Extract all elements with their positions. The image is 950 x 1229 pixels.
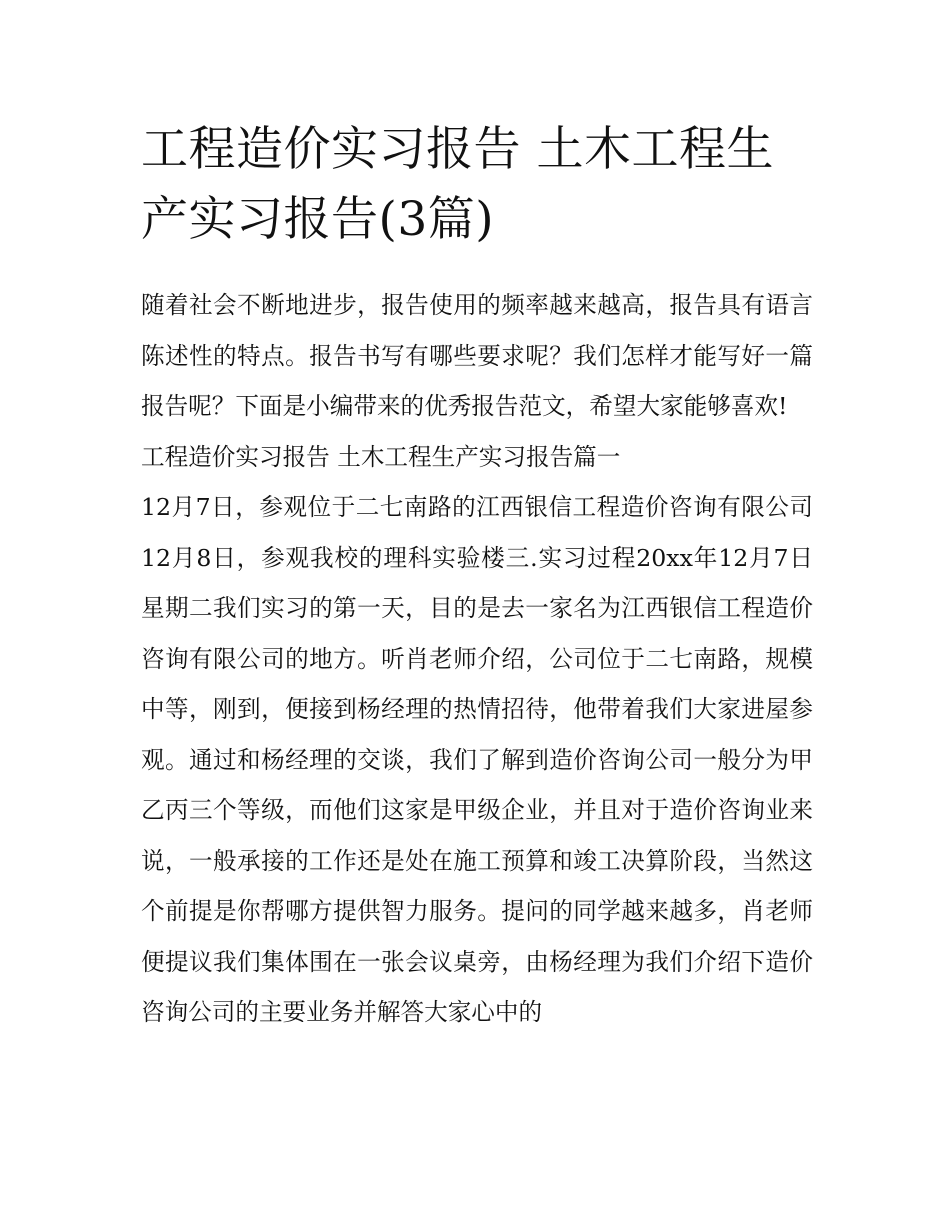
body-paragraph: 12月7日，参观位于二七南路的江西银信工程造价咨询有限公司12月8日，参观我校的理科实验楼三.实习过程20xx年12月7日星期二我们实习的第一天，目的是去一家名为江西银信工程造价咨询有限公司的地方。听肖老师介绍，公司位于二七南路，规模中等，刚到，便接到杨经理的热情招待，他带着我们大家进屋参观。通过和杨经理的交谈，我们了解到造价咨询公司一般分为甲乙丙三个等级，而他们这家是甲级企业，并且对于造价咨询业来说，一般承接的工作还是处在施工预算和竣工决算阶段，当然这个前提是你帮哪方提供智力服务。提问的同学越来越多，肖老师便提议我们集体围在一张会议桌旁，由杨经理为我们介绍下造价咨询公司的主要业务并解答大家心中的 — [141, 493, 813, 1026]
document-content — [141, 115, 813, 1038]
section-heading: 工程造价实习报告 土木工程生产实习报告篇一 — [141, 442, 621, 471]
intro-paragraph: 随着社会不断地进步，报告使用的频率越来越高，报告具有语言陈述性的特点。报告书写有哪些要求呢？我们怎样才能写好一篇报告呢？下面是小编带来的优秀报告范文，希望大家能够喜欢! — [141, 291, 813, 420]
document-title: 工程造价实习报告 土木工程生产实习报告(3篇) — [141, 122, 774, 247]
